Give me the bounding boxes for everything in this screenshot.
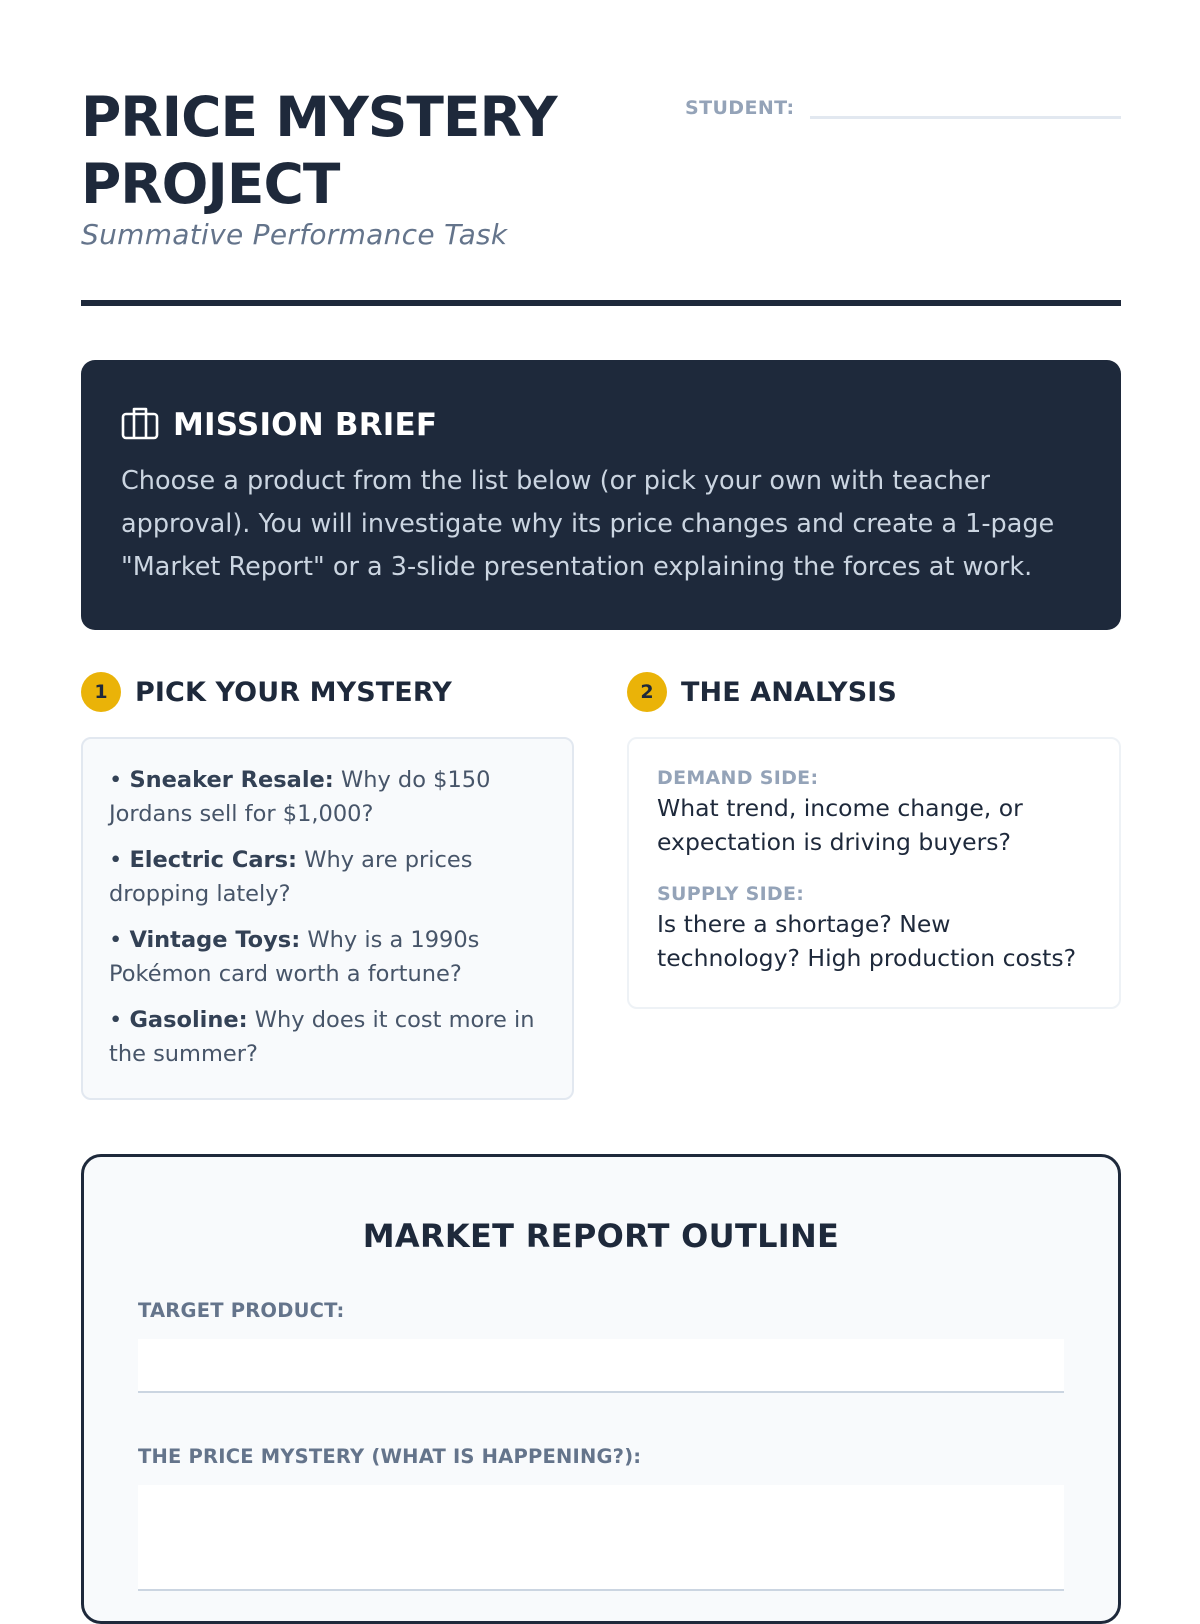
worksheet-page bbox=[81, 0, 1121, 1468]
section-pick-mystery-heading bbox=[81, 672, 452, 712]
list-item bbox=[109, 923, 546, 991]
price-mystery-label: THE PRICE MYSTERY (WHAT IS HAPPENING?): bbox=[138, 1445, 642, 1468]
mystery-name: Gasoline: bbox=[129, 1007, 248, 1033]
mission-brief-text: Choose a product from the list below (or pick your own with teacher approval). You will investigate why its price changes and create a 1-page "Market Report" or a 3-slide presentation explaining the forces at work. bbox=[121, 466, 1055, 582]
mission-brief-panel bbox=[81, 360, 1121, 630]
mission-brief-heading bbox=[121, 406, 1081, 444]
price-mystery-field[interactable] bbox=[138, 1485, 1064, 1591]
page-subtitle: Summative Performance Task bbox=[81, 218, 508, 251]
worksheet-header bbox=[81, 0, 1121, 306]
page-title: PRICE MYSTERY PROJECT bbox=[81, 85, 557, 216]
briefcase-icon bbox=[121, 406, 159, 444]
market-report-outline bbox=[81, 1154, 1121, 1624]
mystery-name: Sneaker Resale: bbox=[129, 767, 334, 793]
student-label: STUDENT: bbox=[685, 97, 795, 119]
mystery-name: Electric Cars: bbox=[129, 847, 298, 873]
mystery-question: Why is a 1990s Pokémon card worth a fortune? bbox=[109, 927, 480, 987]
demand-side-label: DEMAND SIDE: bbox=[657, 767, 819, 789]
mystery-question: Why does it cost more in the summer? bbox=[109, 1007, 535, 1067]
supply-side-question: Is there a shortage? New technology? High production costs? bbox=[657, 910, 1077, 972]
target-product-label: TARGET PRODUCT: bbox=[138, 1299, 345, 1322]
list-item bbox=[109, 1003, 546, 1071]
mystery-name: Vintage Toys: bbox=[129, 927, 301, 953]
bullet-icon: • bbox=[109, 767, 130, 793]
target-product-field[interactable] bbox=[138, 1339, 1064, 1393]
step-number-badge: 1 bbox=[81, 672, 121, 712]
mystery-question: Why are prices dropping lately? bbox=[109, 847, 473, 907]
section-analysis-heading bbox=[627, 672, 897, 712]
student-name-input-line[interactable] bbox=[810, 86, 1121, 119]
bullet-icon: • bbox=[109, 847, 130, 873]
mystery-question: Why do $150 Jordans sell for $1,000? bbox=[109, 767, 491, 827]
header-divider bbox=[81, 300, 1121, 306]
list-item bbox=[109, 843, 546, 911]
outline-title: MARKET REPORT OUTLINE bbox=[362, 1217, 840, 1255]
supply-side-label: SUPPLY SIDE: bbox=[657, 883, 805, 905]
demand-side-question: What trend, income change, or expectation is driving buyers? bbox=[657, 794, 1023, 856]
student-name-field[interactable] bbox=[685, 86, 1121, 119]
step-number-badge: 2 bbox=[627, 672, 667, 712]
bullet-icon: • bbox=[109, 927, 130, 953]
bullet-icon: • bbox=[109, 1007, 130, 1033]
mission-brief-title: MISSION BRIEF bbox=[173, 407, 438, 443]
section-title: PICK YOUR MYSTERY bbox=[135, 676, 452, 708]
mystery-options-card bbox=[81, 737, 574, 1100]
analysis-card bbox=[627, 737, 1121, 1009]
list-item bbox=[109, 763, 546, 831]
section-title: THE ANALYSIS bbox=[681, 676, 897, 708]
